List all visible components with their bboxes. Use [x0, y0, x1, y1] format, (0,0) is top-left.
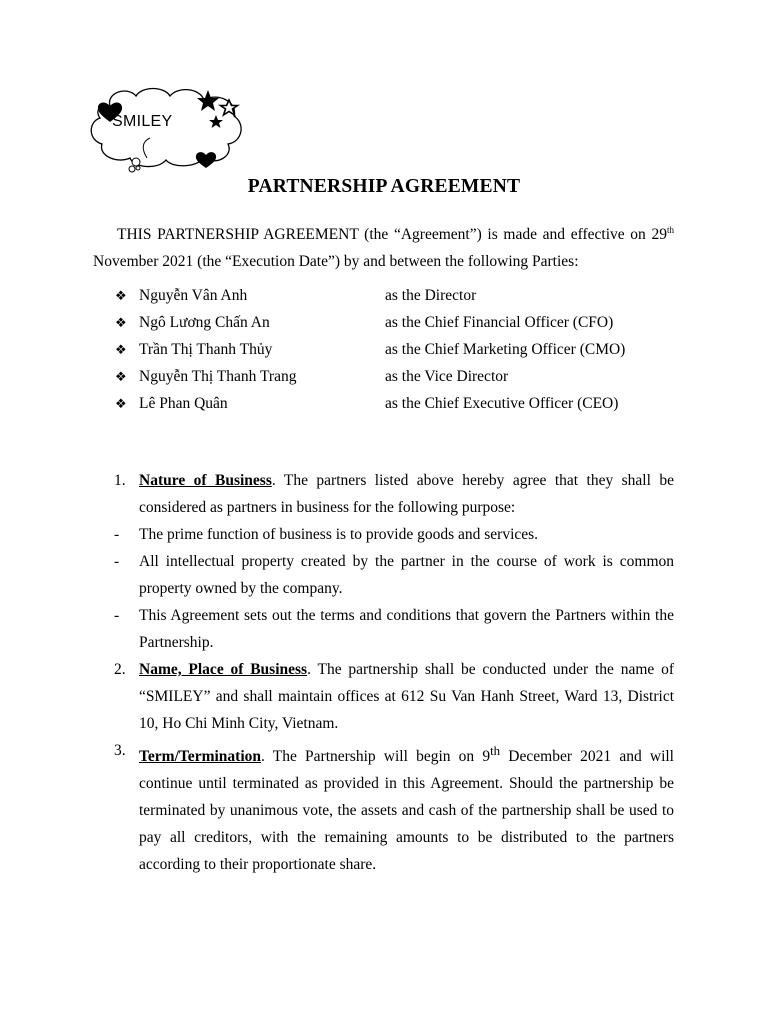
clause-text: . The partners listed above hereby agree that they shall be considered as partners in business for the following purpose: — [139, 472, 674, 516]
purpose-text: All intellectual property created by the partner in the course of work is common property owned by the company. — [139, 553, 674, 597]
clause-heading: Name, Place of Business — [139, 661, 308, 678]
party-name: Lê Phan Quân — [139, 395, 228, 412]
purpose-item — [114, 602, 674, 656]
clause-1 — [114, 467, 674, 521]
dash-marker: - — [114, 526, 120, 543]
diamond-bullet-icon: ❖ — [115, 315, 127, 330]
diamond-bullet-icon: ❖ — [115, 369, 127, 384]
clause-3 — [114, 737, 674, 878]
intro-text-end: November 2021 (the “Execution Date”) by and between the following Parties: — [93, 253, 579, 270]
clause-number: 3. — [114, 742, 126, 759]
party-name: Trần Thị Thanh Thủy — [139, 341, 273, 358]
smiley-cloud-logo — [88, 84, 248, 180]
clause-heading: Term/Termination — [139, 748, 261, 766]
dash-marker: - — [114, 607, 120, 624]
dash-marker: - — [114, 553, 120, 570]
party-role: as the Chief Financial Officer (CFO) — [385, 314, 614, 331]
clause-number: 2. — [114, 661, 126, 678]
logo-text: SMILEY — [112, 113, 173, 130]
intro-text-start: THIS PARTNERSHIP AGREEMENT (the “Agreement”) is made and effective on 29 — [117, 226, 667, 243]
document-title: PARTNERSHIP AGREEMENT — [247, 176, 521, 197]
purpose-item — [114, 548, 674, 602]
party-row — [115, 312, 675, 339]
purpose-item — [114, 521, 674, 548]
purpose-text: This Agreement sets out the terms and conditions that govern the Partners within the Partnership. — [139, 607, 674, 651]
diamond-bullet-icon: ❖ — [115, 396, 127, 411]
intro-paragraph — [93, 221, 674, 275]
party-row — [115, 285, 675, 312]
ordinal-superscript: th — [666, 224, 674, 235]
clause-2 — [114, 656, 674, 737]
clause-text: . The Partnership will begin on 9 — [261, 748, 491, 766]
party-name: Ngô Lương Chấn An — [139, 314, 270, 331]
party-role: as the Vice Director — [385, 368, 509, 385]
clauses-section — [114, 467, 674, 878]
clause-number: 1. — [114, 472, 126, 489]
clause-text: . The partnership shall be conducted under the name of “SMILEY” and shall maintain offices at 612 Su Van Hanh Street, Ward 13, District 10, Ho Chi Minh City, Vietnam. — [139, 661, 674, 732]
party-role: as the Director — [385, 287, 477, 304]
parties-list — [115, 285, 675, 420]
party-role: as the Chief Executive Officer (CEO) — [385, 395, 619, 412]
purpose-text: The prime function of business is to provide goods and services. — [139, 526, 539, 543]
party-row — [115, 366, 675, 393]
party-row — [115, 339, 675, 366]
diamond-bullet-icon: ❖ — [115, 288, 127, 303]
party-role: as the Chief Marketing Officer (CMO) — [385, 341, 626, 358]
party-row — [115, 393, 675, 420]
party-name: Nguyễn Vân Anh — [139, 287, 248, 304]
ordinal-superscript: th — [490, 743, 501, 758]
clause-heading: Nature of Business — [139, 472, 272, 489]
diamond-bullet-icon: ❖ — [115, 342, 127, 357]
clause-text-end: December 2021 and will continue until terminated as provided in this Agreement. Should the partnership be terminated by unanimous vote, the assets and cash of the partnership shall be used to pay all creditors, with the remaining amounts to be distributed to the partners according to their proportionate share. — [139, 748, 674, 874]
party-name: Nguyễn Thị Thanh Trang — [139, 368, 297, 385]
